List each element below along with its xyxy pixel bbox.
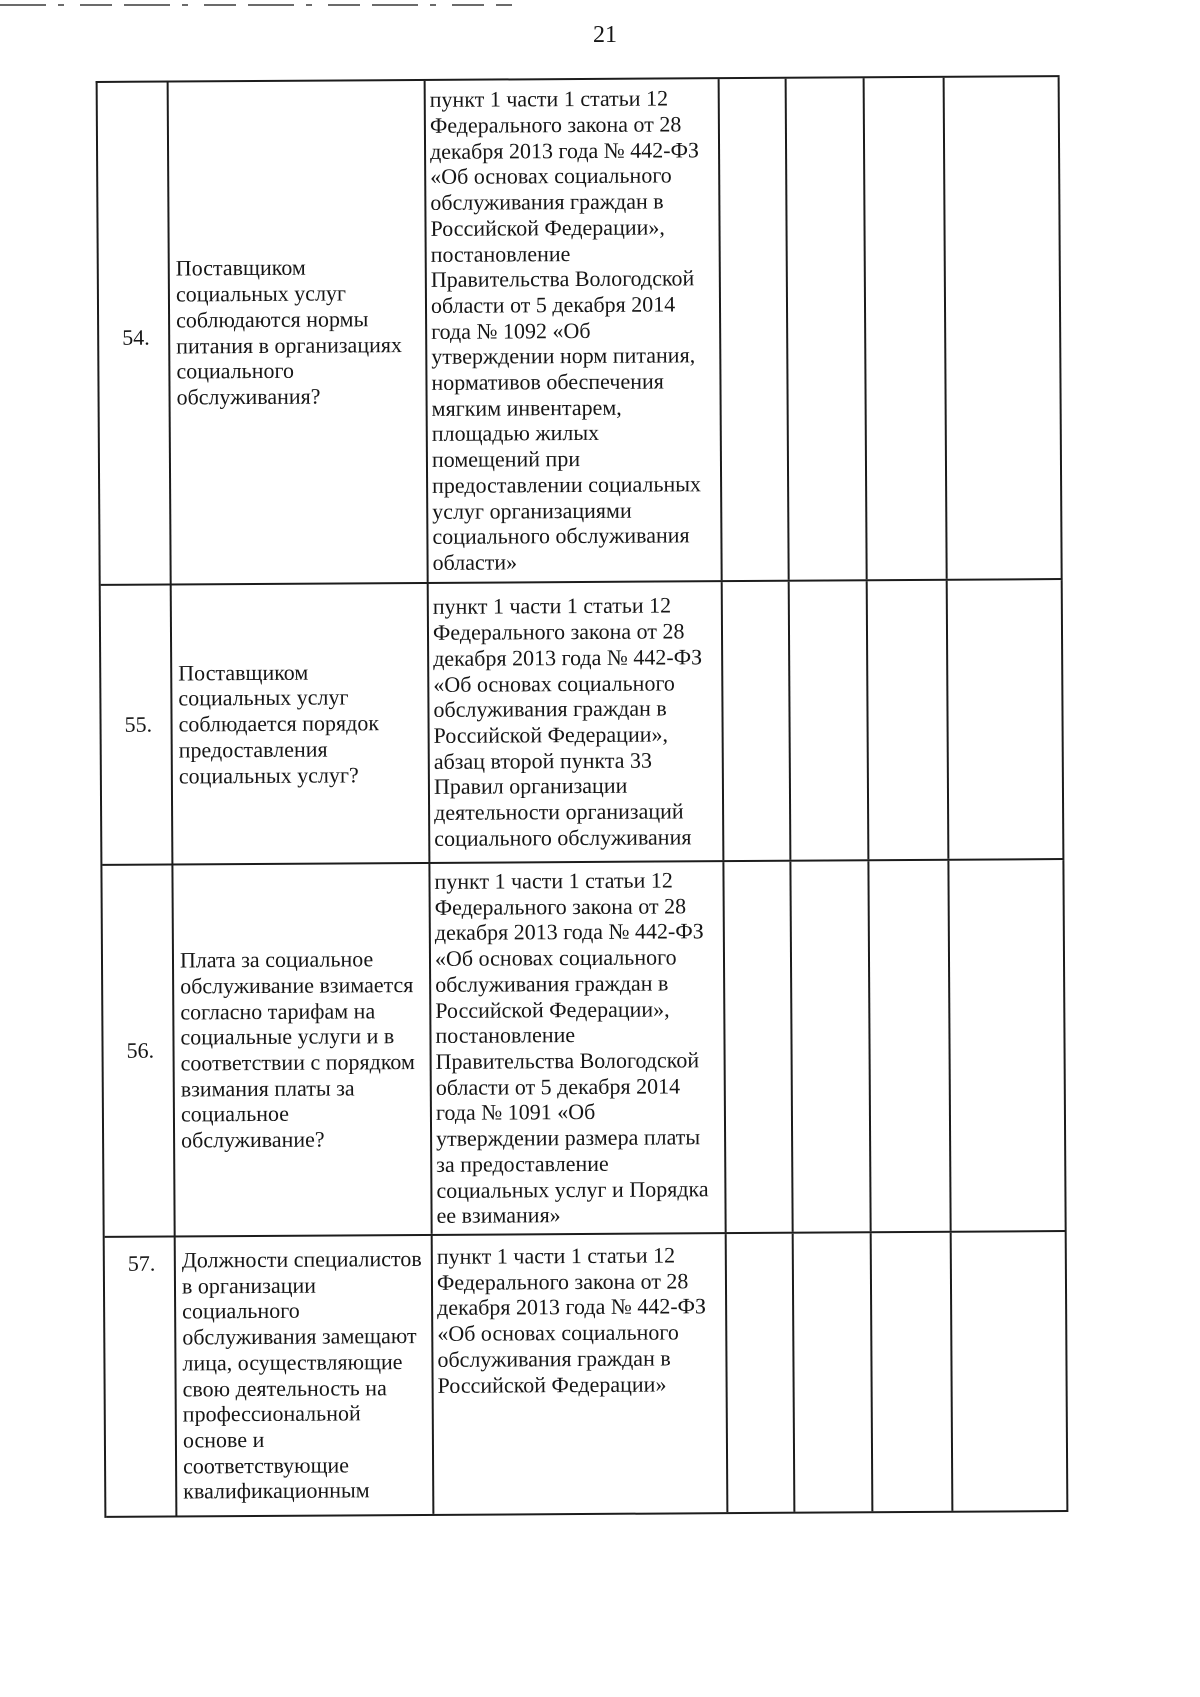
- row-number-cell: [105, 1237, 178, 1515]
- table-row: [101, 580, 1065, 866]
- empty-cell: [952, 1232, 1069, 1511]
- scan-edge-artifact: [0, 4, 512, 6]
- question-cell: [173, 864, 432, 1236]
- legal-basis-cell: [429, 582, 725, 862]
- page-number: 21: [593, 22, 617, 48]
- empty-cell: [949, 860, 1066, 1231]
- row-number: 56.: [126, 1037, 155, 1063]
- empty-cell: [787, 78, 868, 579]
- legal-basis-text: пункт 1 части 1 статьи 12 Федерального закона от 28 декабря 2013 года № 442-ФЗ «Об основах социального обслуживания граждан в Российской Федерации»: [436, 1242, 707, 1398]
- row-number-cell: [101, 586, 174, 864]
- empty-cell: [865, 78, 948, 579]
- question-text: Поставщиком социальных услуг соблюдаются нормы питания в организациях социального обслуживания?: [175, 255, 403, 410]
- row-number: 55.: [124, 711, 153, 737]
- legal-basis-cell: [430, 862, 726, 1234]
- row-number: 57.: [127, 1250, 156, 1276]
- table-row: [98, 77, 1063, 586]
- question-text: Поставщиком социальных услуг соблюдается порядок предоставления социальных услуг?: [178, 659, 380, 789]
- table-row: [102, 860, 1066, 1238]
- checklist-table: [96, 75, 1069, 1518]
- empty-cell: [872, 1233, 954, 1511]
- question-text: Плата за социальное обслуживание взимается согласно тарифам на социальные услуги и в соответствии с порядком взимания платы за социальное обслуживание?: [179, 946, 415, 1153]
- legal-basis-text: пункт 1 части 1 статьи 12 Федерального закона от 28 декабря 2013 года № 442-ФЗ «Об основах социального обслуживания граждан в Российской Федерации», постановление Правительства Вологодской области от 5 декабря 2014 года № 1091 «Об утверждении размера платы за предоставление социальных услуг и Порядка ее взимания»: [434, 867, 709, 1229]
- question-cell: [176, 1236, 435, 1516]
- row-number-cell: [102, 865, 175, 1235]
- empty-cell: [790, 581, 870, 859]
- empty-cell: [948, 580, 1065, 859]
- empty-cell: [720, 79, 790, 580]
- question-text: Должности специалистов в организации социального обслуживания замещают лица, осуществляющие свою деятельность на профессиональной основе и соответствующие квалификационным: [181, 1245, 422, 1504]
- legal-basis-cell: [433, 1234, 729, 1514]
- legal-basis-cell: [426, 79, 723, 582]
- empty-cell: [723, 582, 792, 860]
- empty-cell: [727, 1234, 796, 1512]
- legal-basis-text: пункт 1 части 1 статьи 12 Федерального закона от 28 декабря 2013 года № 442-ФЗ «Об основах социального обслуживания граждан в Российской Федерации», абзац второй пункта 33 Правил организации деятельности организаций социального обслуживания: [432, 592, 703, 851]
- table-row: [105, 1232, 1069, 1518]
- row-number: 54.: [122, 324, 150, 350]
- question-cell: [172, 584, 431, 864]
- empty-cell: [945, 77, 1063, 579]
- empty-cell: [791, 861, 871, 1231]
- question-cell: [169, 81, 429, 584]
- empty-cell: [869, 861, 951, 1231]
- empty-cell: [868, 581, 950, 859]
- empty-cell: [724, 862, 793, 1232]
- empty-cell: [794, 1233, 874, 1511]
- row-number-cell: [98, 83, 172, 584]
- legal-basis-text: пункт 1 части 1 статьи 12 Федерального закона от 28 декабря 2013 года № 442-ФЗ «Об основах социального обслуживания граждан в Российской Федерации», постановление Правительства Вологодской области от 5 декабря 2014 года № 1092 «Об утверждении норм питания, нормативов обеспечения мягким инвентарем, площадью жилых помещений при предоставлении социальных услуг организациями социального обслуживания области»: [429, 85, 702, 575]
